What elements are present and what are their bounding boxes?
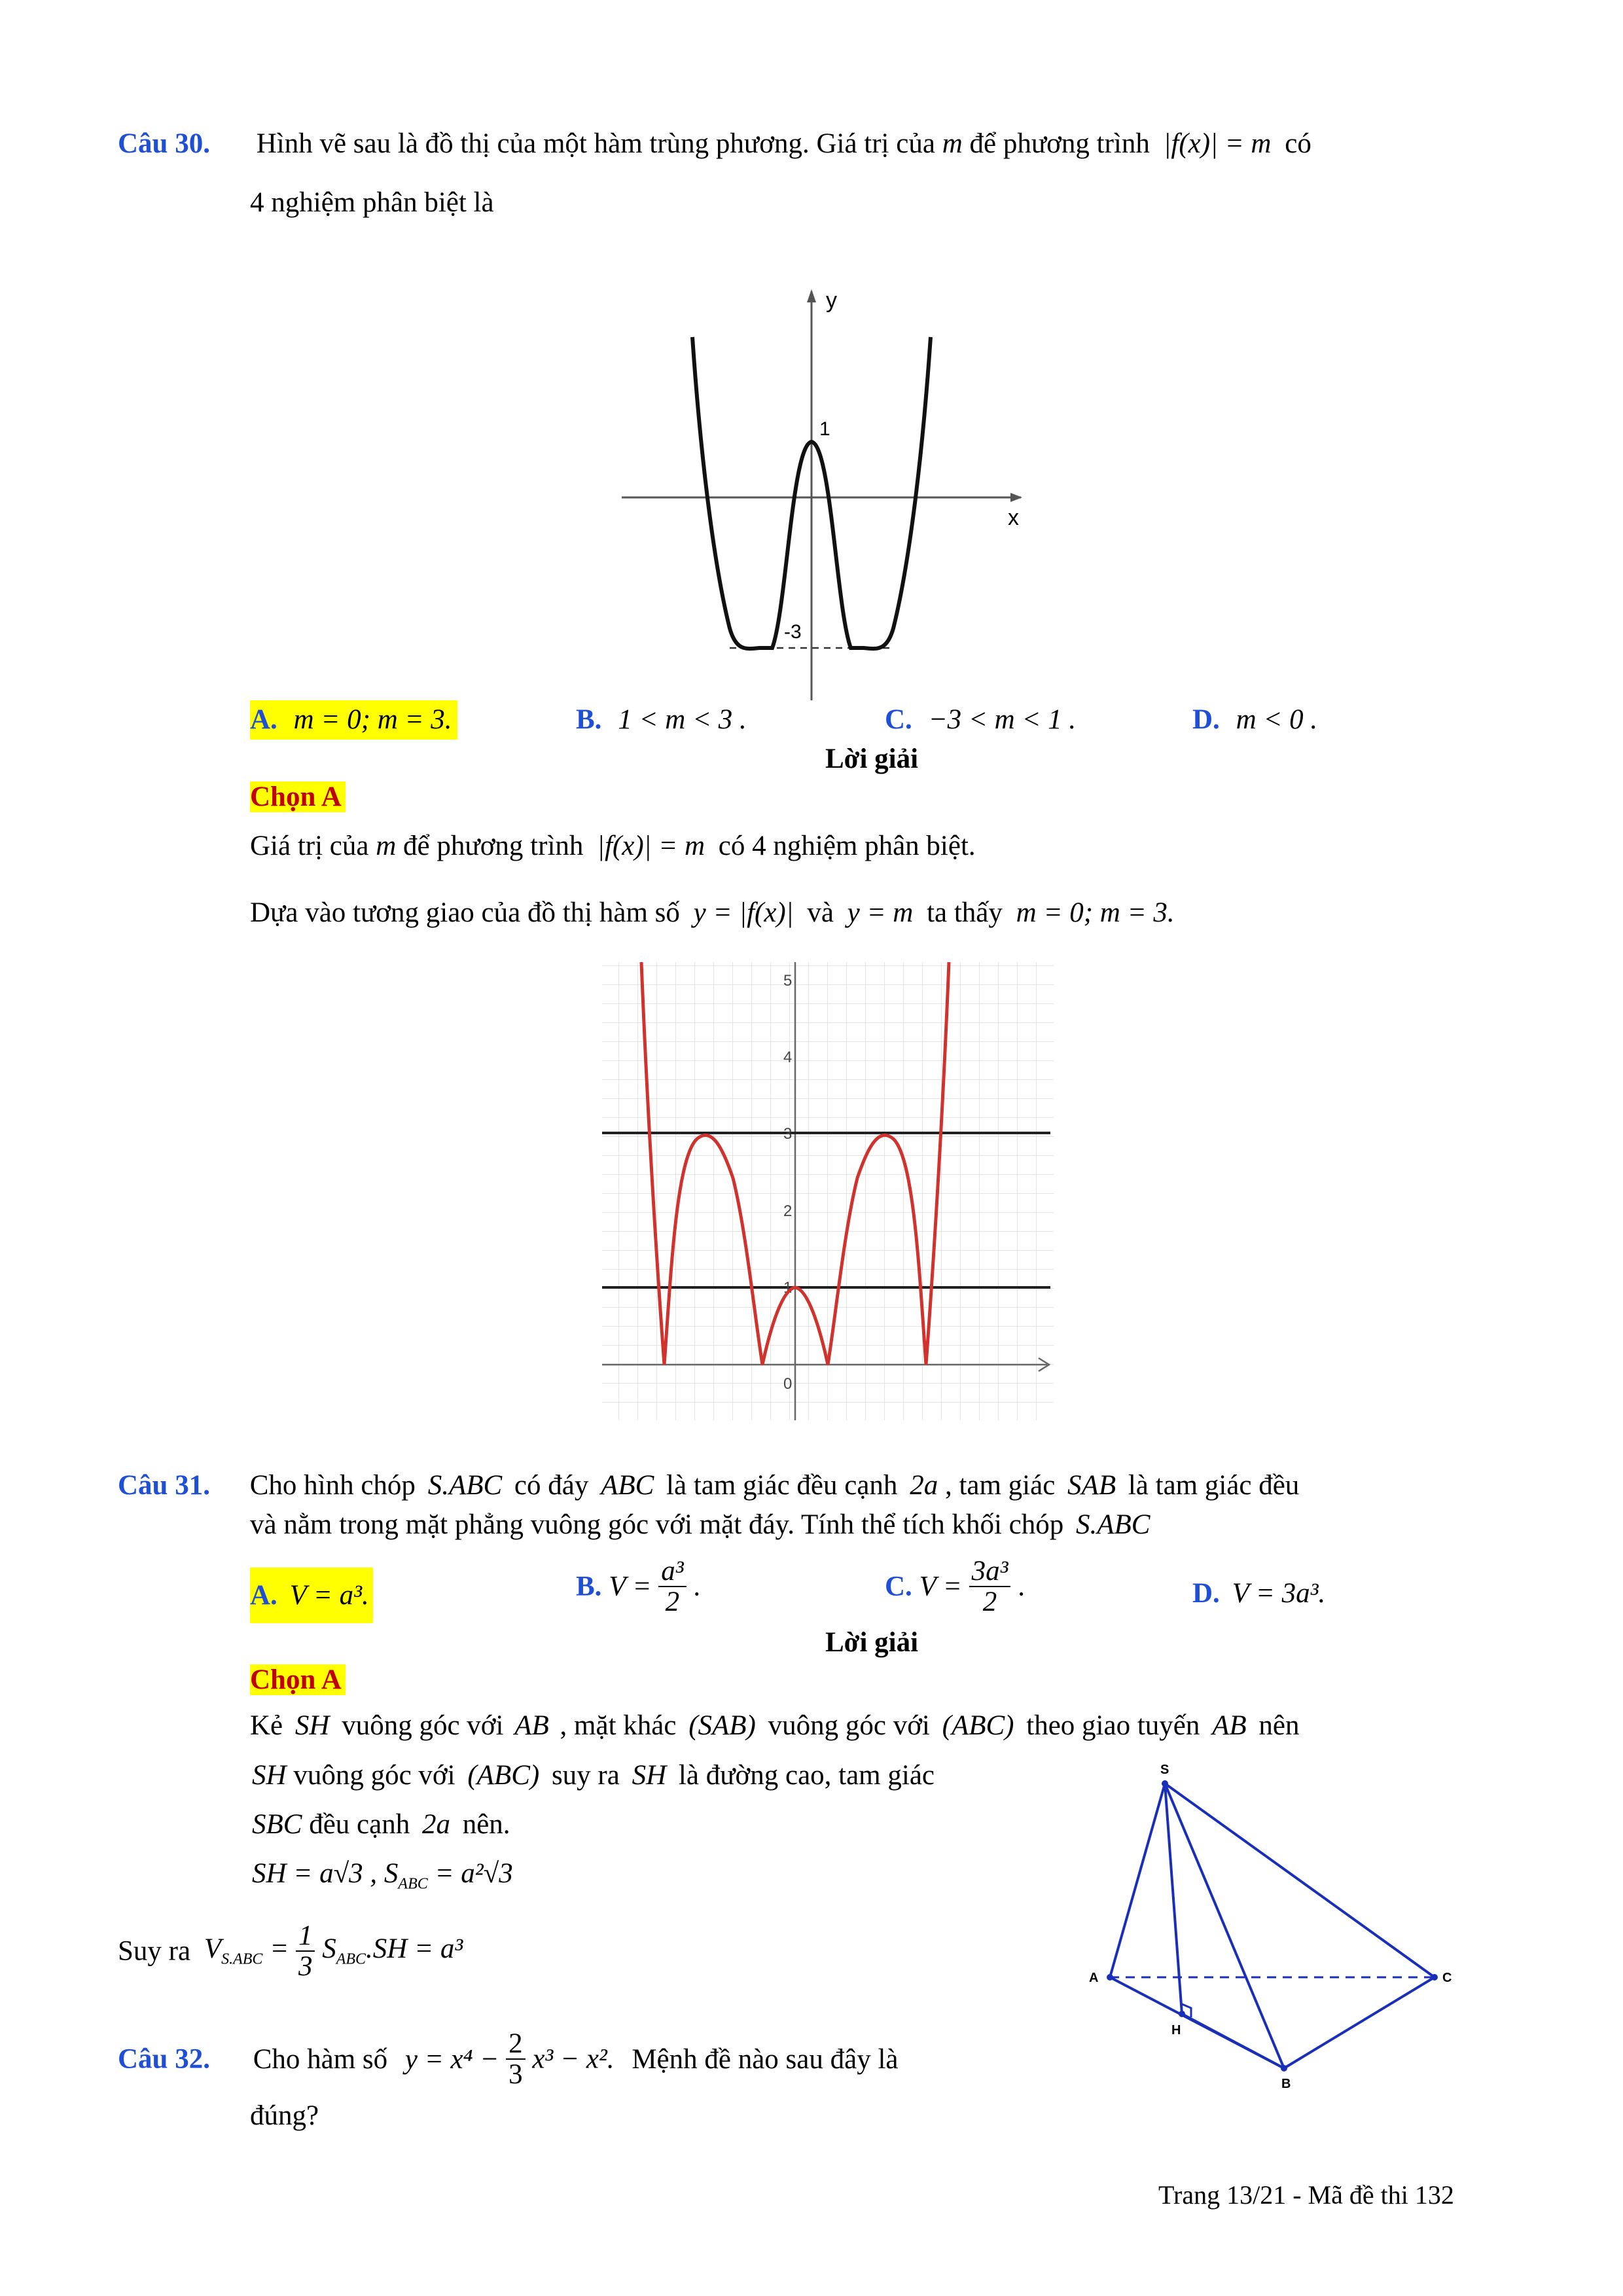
option-d[interactable] bbox=[1192, 700, 1317, 740]
grid bbox=[602, 962, 1054, 1420]
sol-line4: SH = a√3 , $S_{ABC} = a^2√3$ bbox=[252, 1858, 513, 1893]
tick-1: 1 bbox=[783, 1279, 793, 1297]
question-text: để phương trình bbox=[969, 128, 1150, 159]
tick-1: 1 bbox=[819, 418, 830, 440]
sol-line5: Suy ra $V_{S.ABC}$ = $\frac{1}{3}$ $S_{ABC}.SH = a^3$ bbox=[118, 1920, 463, 1982]
tick-2: 2 bbox=[783, 1202, 793, 1220]
q30-line2: 4 nghiệm phân biệt là bbox=[250, 187, 494, 218]
q32-line1: Câu 32. Cho hàm số y = x⁴ − $\frac{2}{3}$ x³ − x². Mệnh đề nào sau đây là bbox=[118, 2028, 899, 2090]
sol-line3: SBC đều cạnh 2a nên. bbox=[252, 1809, 510, 1840]
option-text: −3 < m < 1 . bbox=[928, 704, 1077, 735]
tick-0: 0 bbox=[783, 1375, 793, 1393]
option-letter: D. bbox=[1192, 704, 1220, 735]
option-c[interactable]: C. V = $\frac{\text{3a³}}{2}$ . bbox=[885, 1556, 1025, 1618]
x-arrow bbox=[1010, 493, 1022, 502]
option-letter: D. bbox=[1192, 1578, 1220, 1609]
quartic-graph bbox=[615, 281, 1034, 713]
option-b[interactable] bbox=[576, 700, 747, 740]
chosen-label: Chọn A bbox=[250, 1664, 346, 1695]
solution-line1: Giá trị của m để phương trình |f(x)| = m có 4 nghiệm phân biệt. bbox=[250, 831, 976, 861]
y-label: y bbox=[826, 288, 837, 313]
math-m: m bbox=[942, 128, 963, 159]
option-letter: C. bbox=[885, 1571, 912, 1602]
option-a[interactable] bbox=[250, 700, 457, 740]
option-text: m = 0; m = 3. bbox=[293, 704, 452, 735]
math-equation: |f(x)| = m bbox=[1163, 128, 1272, 159]
label-A: A bbox=[1089, 1971, 1099, 1985]
solution-title: Lời giải bbox=[825, 1627, 919, 1658]
sol-line2: SH vuông góc với (ABC) suy ra SH là đường cao, tam giác bbox=[252, 1760, 935, 1791]
question-label: Câu 32. bbox=[118, 2043, 210, 2075]
q31-line1: Câu 31. Cho hình chóp S.ABC có đáy ABC là tam giác đều cạnh 2a , tam giác SAB là tam giác đều bbox=[118, 1470, 1300, 1501]
tick-4: 4 bbox=[783, 1049, 793, 1066]
option-text: m < 0 . bbox=[1236, 704, 1318, 735]
q32-line2: đúng? bbox=[250, 2100, 319, 2131]
label-S: S bbox=[1160, 1763, 1169, 1777]
tick-3: 3 bbox=[783, 1125, 793, 1143]
option-text: V = 3a³. bbox=[1232, 1578, 1326, 1609]
option-letter: C. bbox=[885, 704, 912, 735]
pyramid-figure bbox=[1086, 1761, 1453, 2101]
option-letter: B. bbox=[576, 1571, 602, 1602]
chosen-label: Chọn A bbox=[250, 781, 346, 812]
option-letter: A. bbox=[250, 1580, 277, 1611]
option-letter: B. bbox=[576, 704, 602, 735]
option-a[interactable] bbox=[250, 1568, 373, 1623]
question-label: Câu 31. bbox=[118, 1470, 210, 1501]
solution-title: Lời giải bbox=[825, 744, 919, 774]
option-text: V = a³. bbox=[289, 1580, 369, 1611]
solution-line2: Dựa vào tương giao của đồ thị hàm số y = |f(x)| và y = m ta thấy m = 0; m = 3. bbox=[250, 897, 1175, 928]
option-c[interactable] bbox=[885, 700, 1076, 740]
question-text: Hình vẽ sau là đồ thị của một hàm trùng phương. Giá trị của bbox=[256, 128, 935, 159]
x-label: x bbox=[1008, 505, 1019, 530]
label-H: H bbox=[1171, 2023, 1181, 2037]
label-B: B bbox=[1281, 2077, 1291, 2091]
option-text: 1 < m < 3 . bbox=[618, 704, 747, 735]
q30-line1 bbox=[118, 128, 1505, 160]
question-label: Câu 30. bbox=[118, 128, 210, 159]
chosen-answer bbox=[250, 1664, 346, 1696]
page-footer: Trang 13/21 - Mã đề thi 132 bbox=[1158, 2180, 1454, 2210]
y-arrow bbox=[807, 289, 816, 302]
option-b[interactable]: B. V = $\frac{\text{a³}}{2}$ . bbox=[576, 1556, 701, 1618]
tick-5: 5 bbox=[783, 972, 793, 990]
option-d[interactable] bbox=[1192, 1577, 1325, 1609]
label-C: C bbox=[1442, 1971, 1452, 1985]
sol-line1: Kẻ SH vuông góc với AB , mặt khác (SAB) vuông góc với (ABC) theo giao tuyến AB nên bbox=[250, 1710, 1300, 1741]
option-letter: A. bbox=[250, 704, 277, 735]
tick-minus3: -3 bbox=[784, 621, 802, 643]
question-text: có bbox=[1285, 128, 1311, 159]
chosen-answer bbox=[250, 781, 346, 813]
abs-graph bbox=[599, 962, 1057, 1420]
q31-line2: và nằm trong mặt phẳng vuông góc với mặt đáy. Tính thể tích khối chóp S.ABC bbox=[250, 1509, 1150, 1540]
